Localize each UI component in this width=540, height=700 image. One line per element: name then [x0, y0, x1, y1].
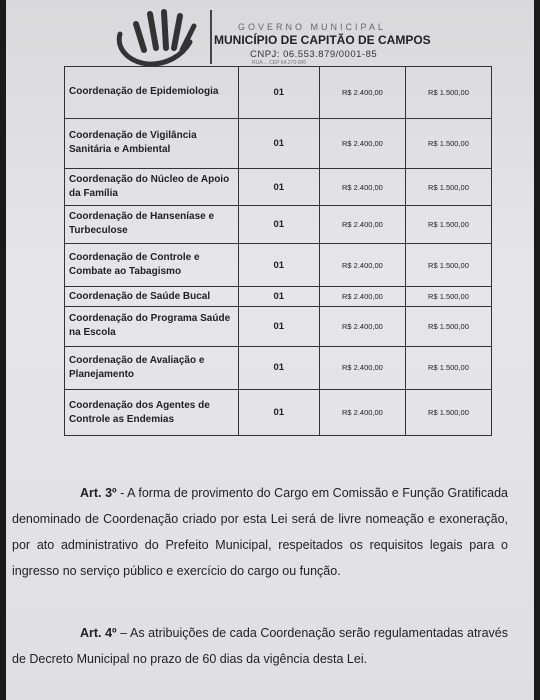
document-page: [6, 0, 534, 700]
value-cell: R$ 1.500,00: [405, 307, 491, 346]
quantity-cell: 01: [238, 346, 319, 390]
table-row: [65, 346, 492, 390]
quantity-cell: 01: [238, 67, 319, 119]
table-row: [65, 390, 492, 436]
value-cell: R$ 1.500,00: [405, 168, 491, 205]
value-cell: R$ 2.400,00: [319, 390, 405, 436]
table-row: [65, 206, 492, 243]
header-divider: [210, 10, 212, 64]
value-cell: R$ 1.500,00: [405, 346, 491, 390]
value-cell: R$ 2.400,00: [319, 307, 405, 346]
coordination-name: Coordenação de Hanseníase e Turbeculose: [65, 206, 239, 243]
article-4-label: Art. 4º: [80, 626, 117, 640]
value-cell: R$ 2.400,00: [319, 168, 405, 205]
government-label: GOVERNO MUNICIPAL: [238, 22, 386, 32]
value-cell: R$ 2.400,00: [319, 67, 405, 119]
value-cell: R$ 1.500,00: [405, 390, 491, 436]
coordination-name: Coordenação do Núcleo de Apoio da Família: [65, 168, 239, 205]
coordination-name: Coordenação de Vigilância Sanitária e Ambiental: [65, 118, 239, 168]
coordination-table: [64, 66, 492, 436]
quantity-cell: 01: [238, 243, 319, 287]
table-row: [65, 287, 492, 307]
value-cell: R$ 1.500,00: [405, 118, 491, 168]
coordination-name: Coordenação de Avaliação e Planejamento: [65, 346, 239, 390]
value-cell: R$ 2.400,00: [319, 243, 405, 287]
table-row: [65, 307, 492, 346]
quantity-cell: 01: [238, 168, 319, 205]
quantity-cell: 01: [238, 307, 319, 346]
value-cell: R$ 1.500,00: [405, 67, 491, 119]
coordination-name: Coordenação do Programa Saúde na Escola: [65, 307, 239, 346]
table-row: [65, 118, 492, 168]
article-3-label: Art. 3º: [80, 486, 117, 500]
value-cell: R$ 1.500,00: [405, 287, 491, 307]
address-line: RUA ... CEP 64.270-000: [252, 60, 307, 66]
coordination-name: Coordenação de Epidemiologia: [65, 67, 239, 119]
letterhead: [6, 0, 534, 72]
article-3-paragraph: [12, 480, 508, 584]
coordination-name: Coordenação de Controle e Combate ao Tabagismo: [65, 243, 239, 287]
article-3-text: - A forma de provimento do Cargo em Comissão e Função Gratificada denominado de Coordenação criado por esta Lei será de livre nomeação e exoneração, por ato administrativo do Prefeito Municipal, respeitados os requisitos legais para o ingresso no serviço público e exercício do cargo ou função.: [12, 486, 508, 578]
article-4-text: – As atribuições de cada Coordenação serão regulamentadas através de Decreto Municipal no prazo de 60 dias da vigência desta Lei.: [12, 626, 508, 666]
quantity-cell: 01: [238, 390, 319, 436]
value-cell: R$ 1.500,00: [405, 243, 491, 287]
value-cell: R$ 2.400,00: [319, 287, 405, 307]
value-cell: R$ 1.500,00: [405, 206, 491, 243]
quantity-cell: 01: [238, 118, 319, 168]
table-row: [65, 67, 492, 119]
value-cell: R$ 2.400,00: [319, 206, 405, 243]
coordination-name: Coordenação de Saúde Bucal: [65, 287, 239, 307]
table-row: [65, 243, 492, 287]
article-4-paragraph: [12, 620, 508, 672]
municipality-name: MUNICÍPIO DE CAPITÃO DE CAMPOS: [214, 33, 431, 47]
table-row: [65, 168, 492, 205]
municipal-logo: [106, 4, 212, 68]
value-cell: R$ 2.400,00: [319, 118, 405, 168]
coordination-name: Coordenação dos Agentes de Controle as Endemias: [65, 390, 239, 436]
quantity-cell: 01: [238, 287, 319, 307]
quantity-cell: 01: [238, 206, 319, 243]
cnpj-number: CNPJ: 06.553.879/0001-85: [250, 49, 378, 60]
value-cell: R$ 2.400,00: [319, 346, 405, 390]
